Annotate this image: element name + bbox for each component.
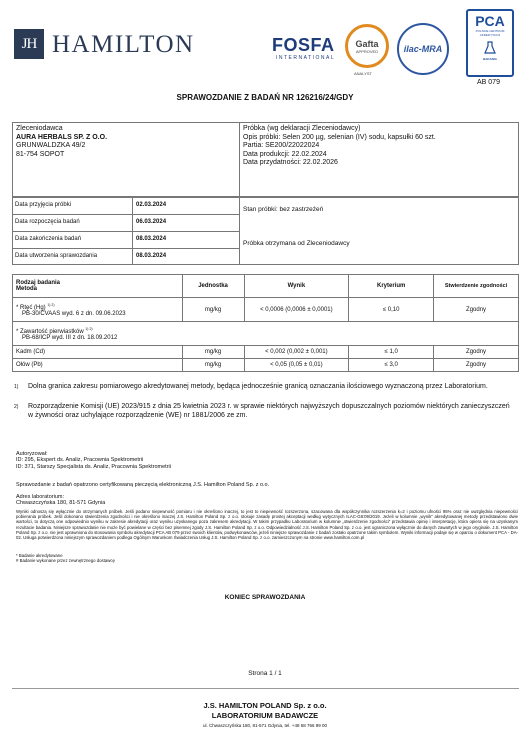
page-number: Strona 1 / 1 [248, 670, 282, 677]
auth-line-2: ID: 371, Starszy Specjalista ds. Analiz, Pracownia Spektrometrii [16, 463, 171, 470]
header-conformity: Stwierdzenie zgodności [434, 275, 519, 298]
pca-lab-label: BADANIA [483, 57, 497, 61]
date-label-start: Data rozpoczęcia badań [15, 219, 80, 225]
sample-block [243, 125, 436, 168]
test-criterion: ≤ 1,0 [349, 346, 434, 359]
lab-address-label: Adres laboratorium: [16, 494, 64, 500]
divider [12, 248, 239, 249]
note-number: 1) [14, 384, 19, 390]
test-footnote: 1) 2) [47, 302, 55, 307]
gafta-analyst: ANALYST [354, 71, 372, 76]
test-unit: mg/kg [182, 346, 244, 359]
test-criterion: ≤ 3,0 [349, 359, 434, 372]
header-cell [13, 275, 183, 298]
test-name: * Rtęć (Hg) [16, 304, 46, 311]
sample-batch: Partia: SE200/22022024 [243, 142, 320, 150]
table-row [13, 298, 519, 322]
test-unit: mg/kg [182, 298, 244, 322]
client-label: Zleceniodawca [16, 125, 63, 132]
sample-condition: Stan próbki: bez zastrzeżeń [243, 206, 324, 213]
auth-label: Autoryzował: [16, 451, 48, 457]
report-title: SPRAWOZDANIE Z BADAŃ NR 126216/24/GDY [176, 93, 354, 102]
hamilton-logo-mark: JH [14, 29, 44, 59]
header-result: Wynik [244, 275, 349, 298]
fine-print: Wyniki odnoszą się wyłącznie do otrzymanych próbek. Jeśli podano niepewność pomiaru i nie określono inaczej, to jest to niepewność rozszerzona, szacowana dla współczynnika rozszerzenia k=2 i poziomu ufności 95% oraz nie uwzględnia niepewności pobierania próbek. Jeśli dokonano stwierdzenia zgodności i nie określono inaczej J.S. Hamilton Poland Sp. z o.o. stosuje zasadę prostej akceptacji według wytycznych ILAC-G8:09/2019. Jeżeli w kolumnie „wynik" akredytowanej metody przedstawiono dwie wartości, to dotyczą one odpowiednio wyniku w zakresie akredytacji oraz wyniku uzyskanego poza zakresem akredytacji. W takim przypadku Laboratorium w kolumnie „stwierdzenie zgodności" przedstawia opinię i interpretację, która opiera się na uzyskanym rezultacie badania. Niniejsze sprawozdanie nie może być powielane w części bez pisemnej zgody J.S. Hamilton Poland Sp. z o.o. Odpowiedzialność J.S. Hamilton Poland Sp. z o.o. jest ograniczona wyłącznie do danych zawartych w jego oryginale. J.S. Hamilton Poland Sp. z o.o. nie jest uprawniona do stosowania symbolu akredytacji PCA AB 079 przez swoich klientów, podwykonawców, jeżeli niniejsze sprawozdanie z badań zostało opatrzone takim symbolem. Wyniki informacji podaje się w oparciu o dokument PCA - DA-02. Usługa potwierdzona niniejszym sprawozdaniem podlega Ogólnym Warunkom Świadczenia Usług J.S. Hamilton Poland Sp. z o.o. zamieszczonym na stronie www.hamilton.com.pl [16, 509, 518, 541]
hamilton-logo-text: HAMILTON [52, 31, 195, 58]
note-text: Rozporządzenie Komisji (UE) 2023/915 z dnia 25 kwietnia 2023 r. w sprawie niektórych najwyższych dopuszczalnych poziomów niektórych zanieczyszczeń w żywności oraz uchylające rozporządzenie (WE) nr 1881/2006 ze zm. [28, 403, 510, 419]
footer-address: ul. Chwaszczyńska 180, 81-571 Gdynia, tel. +48 58 766 99 00 [203, 723, 327, 728]
sample-label: Próbka (wg deklaracji Zleceniodawcy) [243, 125, 361, 132]
divider [239, 122, 240, 197]
client-street: GRUNWALDZKA 49/2 [16, 142, 86, 150]
date-label-received: Data przyjęcia próbki [15, 202, 72, 208]
test-name: * Zawartość pierwiastków [16, 328, 84, 335]
divider [239, 197, 240, 265]
footer-lab: LABORATORIUM BADAWCZE [211, 711, 319, 720]
test-method: PB-68/ICP wyd. III z dn. 18.09.2012 [22, 334, 118, 341]
pca-badge [466, 9, 514, 77]
test-conformity: Zgodny [434, 346, 519, 359]
gafta-logo [345, 24, 389, 68]
authorization-block [16, 451, 171, 470]
date-value-end: 08.03.2024 [136, 236, 167, 242]
pca-name: PCA [475, 13, 505, 29]
gafta-approved: APPROVED [355, 48, 379, 54]
table-header-row [13, 275, 519, 298]
test-method: PB-30/CVAAS wyd. 6 z dn. 09.06.2023 [22, 310, 126, 317]
lab-address: Chwaszczyńska 180, 81-571 Gdynia [16, 500, 106, 507]
test-conformity: Zgodny [434, 298, 519, 322]
note-2 [14, 403, 514, 420]
footer-company: J.S. HAMILTON POLAND Sp. z o.o. [203, 701, 327, 710]
table-row [13, 322, 519, 346]
footer-divider [12, 688, 519, 689]
pca-subtitle: POLSKIE CENTRUM AKREDYTACJI [475, 29, 505, 37]
test-criterion: ≤ 0,10 [349, 298, 434, 322]
test-footnote: 1) 2) [85, 326, 93, 331]
test-name: Ołów (Pb) [13, 359, 183, 372]
divider [12, 214, 239, 215]
sample-expiry-date: Data przydatności: 22.02.2026 [243, 159, 338, 167]
note-text: Dolna granica zakresu pomiarowego akredytowanej metody, będąca jednocześnie granicą oznaczania ilościowego wyznaczoną przez Laboratorium. [28, 383, 488, 390]
header-method: Metoda [16, 286, 37, 292]
note-1 [14, 383, 514, 392]
client-block [16, 125, 107, 159]
ilac-mra-logo: ilac-MRA [397, 23, 449, 75]
test-cell [13, 322, 519, 346]
legend-external: # Badanie wykonane przez zewnętrznego dostawcę [16, 558, 115, 564]
test-cell [13, 298, 183, 322]
test-result: < 0,05 (0,05 ± 0,01) [244, 359, 349, 372]
fosfa-logo: FOSFA [272, 35, 335, 55]
fosfa-subtitle: INTERNATIONAL [276, 55, 336, 61]
accreditation-number: AB 079 [477, 79, 500, 86]
sample-received-from: Próbka otrzymana od Zleceniodawcy [243, 240, 350, 247]
test-result: < 0,0006 (0,0006 ± 0,0001) [244, 298, 349, 322]
date-value-start: 06.03.2024 [136, 219, 167, 225]
header-type: Rodzaj badania [16, 280, 61, 286]
client-city: 81-754 SOPOT [16, 150, 65, 158]
test-name: Kadm (Cd) [13, 346, 183, 359]
flask-icon [483, 41, 497, 55]
date-label-end: Data zakończenia badań [15, 236, 82, 242]
test-unit: mg/kg [182, 359, 244, 372]
date-value-created: 08.03.2024 [136, 253, 167, 259]
results-table [12, 274, 519, 372]
date-value-received: 02.03.2024 [136, 202, 167, 208]
sample-production-date: Data produkcji: 22.02.2024 [243, 150, 327, 158]
table-row [13, 346, 519, 359]
client-name: AURA HERBALS SP. Z O.O. [16, 133, 108, 141]
header-unit: Jednostka [182, 275, 244, 298]
header-criterion: Kryterium [349, 275, 434, 298]
lab-address-block [16, 494, 105, 507]
legend-accredited: * Badanie akredytowane [16, 553, 63, 558]
test-conformity: Zgodny [434, 359, 519, 372]
divider [12, 231, 239, 232]
gafta-name: Gafta [355, 38, 379, 49]
legend-block [16, 553, 115, 563]
e-seal-statement: Sprawozdanie z badań opatrzono certyfikowaną pieczęcią elektroniczną J.S. Hamilton Poland Sp. z o.o. [16, 482, 270, 488]
auth-line-1: ID: 295, Ekspert ds. Analiz, Pracownia Spektrometrii [16, 457, 144, 464]
date-label-created: Data utworzenia sprawozdania [15, 253, 98, 259]
end-of-report: KONIEC SPRAWOZDANIA [224, 594, 306, 601]
sample-description: Opis próbki: Selen 200 µg, selenian (IV) sodu, kapsułki 60 szt. [243, 133, 436, 141]
note-number: 2) [14, 404, 19, 410]
test-result: < 0,002 (0,002 ± 0,001) [244, 346, 349, 359]
table-row [13, 359, 519, 372]
